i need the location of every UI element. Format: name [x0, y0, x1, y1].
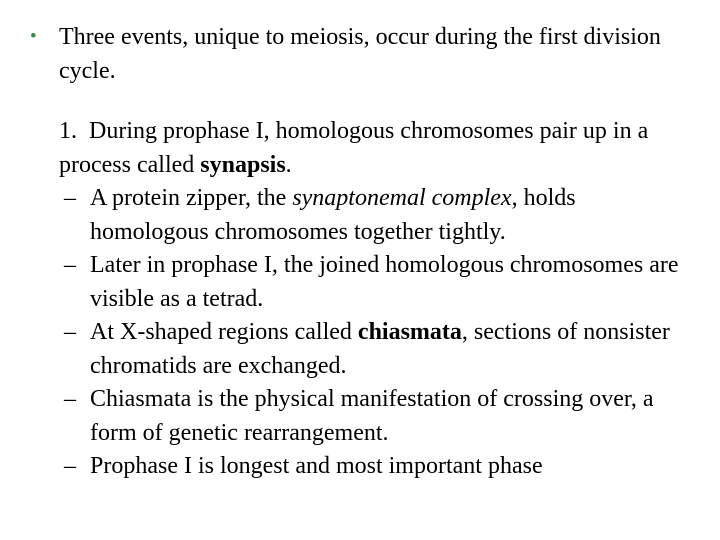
sub-point-text: Prophase I is longest and most important phase: [90, 453, 543, 479]
sub-point-longest-phase: [59, 450, 699, 484]
main-bullet: [30, 20, 690, 88]
sub-point-crossing-over: [59, 383, 699, 450]
main-bullet-line: [30, 20, 690, 88]
point-one: [59, 114, 699, 484]
synapsis-term: synapsis: [200, 152, 286, 178]
point-text-after: .: [285, 152, 292, 178]
sub-point-before: A protein zipper, the: [90, 185, 293, 211]
dash-icon: –: [64, 453, 76, 479]
sub-point-text: [90, 316, 699, 383]
synaptonemal-term: synaptonemal complex: [292, 185, 512, 211]
sub-point-chiasmata: [59, 316, 699, 383]
dash-icon: –: [64, 252, 76, 278]
point-number: 1.: [59, 118, 77, 144]
sub-point-text: Chiasmata is the physical manifestation of crossing over, a form of genetic rearrangement.: [90, 386, 654, 446]
sub-point-list: [59, 182, 699, 484]
sub-point-text: [90, 182, 699, 249]
sub-point-after: , holds homologous chromosomes together tightly.: [90, 185, 576, 245]
dash-icon: –: [64, 185, 76, 211]
chiasmata-term: chiasmata: [357, 319, 462, 345]
main-bullet-text: Three events, unique to meiosis, occur during the first division cycle.: [59, 24, 661, 84]
dash-icon: –: [64, 319, 76, 345]
dash-icon: –: [64, 386, 76, 412]
point-text-before: During prophase I, homologous chromosomes pair up in a process called: [59, 118, 649, 178]
sub-point-after: , sections of nonsister chromatids are exchanged.: [90, 319, 670, 379]
sub-point-text: Later in prophase I, the joined homologous chromosomes are visible as a tetrad.: [90, 252, 679, 312]
point-one-paragraph: [59, 114, 699, 182]
sub-point-before: At X-shaped regions called: [90, 319, 358, 345]
bullet-icon: •: [30, 26, 37, 47]
sub-point-tetrad: [59, 249, 699, 316]
sub-point-synaptonemal: [59, 182, 699, 249]
